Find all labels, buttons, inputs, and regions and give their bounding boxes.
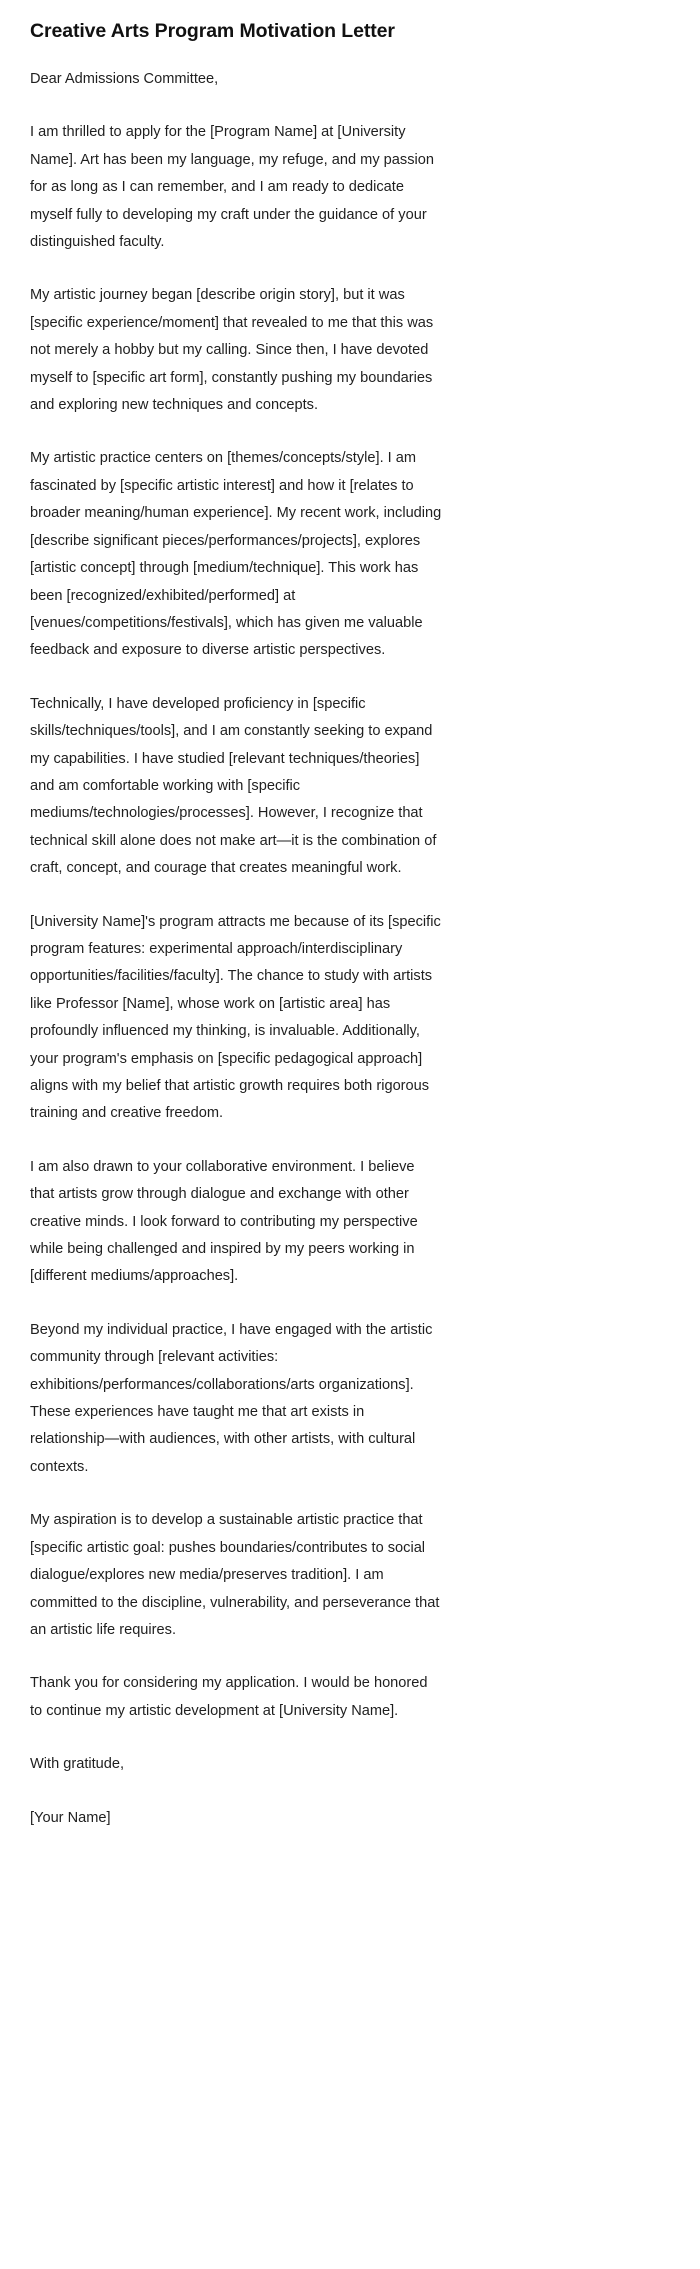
paragraph-program-fit: [University Name]'s program attracts me because of its [specific program features: experimental approach/interdisciplinary opportunities/facilities/faculty]. The chance to study with artists like Professor [Name], whose work on [artistic area] has profoundly influenced my thinking, is invaluable. Additionally, your program's emphasis on [specific pedagogical approach] aligns with my belief that artistic growth requires both rigorous training and creative freedom. (30, 913, 441, 1122)
paragraph-aspiration: My aspiration is to develop a sustainable artistic practice that [specific artistic goal: pushes boundaries/contributes to social dialogue/explores new media/preserves tradition]. I am committed to the discipline, vulnerability, and perseverance that an artistic life requires. (30, 1512, 440, 1638)
paragraph-artistic-practice: My artistic practice centers on [themes/concepts/style]. I am fascinated by [specific artistic interest] and how it [relates to broader meaning/human experience]. My recent work, including [describe significant pieces/performances/projects], explores [artistic concept] through [medium/technique]. This work has been [recognized/exhibited/performed] at [venues/competitions/festivals], which has given me valuable feedback and exposure to diverse artistic perspectives. (30, 450, 442, 659)
paragraph-closing-thanks: Thank you for considering my application. I would be honored to continue my artistic development at [University Name]. (30, 1675, 428, 1719)
page-title: Creative Arts Program Motivation Letter (30, 20, 395, 42)
salutation-paragraph: Dear Admissions Committee, (30, 71, 219, 87)
signature-name: [Your Name] (30, 1809, 111, 1826)
paragraph-collaborative-environment: I am also drawn to your collaborative environment. I believe that artists grow through dialogue and exchange with other creative minds. I look forward to contributing my perspective while being challenged and inspired by my peers working in [different mediums/approaches]. (30, 1158, 418, 1285)
paragraph-artistic-journey: My artistic journey began [describe origin story], but it was [specific experience/moment] that revealed to me that this was not merely a hobby but my calling. Since then, I have devoted myself to [specific art form], constantly pushing my boundaries and exploring new techniques and concepts. (30, 287, 434, 414)
sign-off: With gratitude, (30, 1756, 125, 1773)
paragraph-community-engagement: Beyond my individual practice, I have engaged with the artistic community through [relevant activities: exhibitions/performances/collaborations/arts organizations]. These experiences have taught me that art exists in relationship—with audiences, with other artists, with cultural contexts. (30, 1321, 433, 1475)
letter-body (30, 18, 442, 1832)
paragraph-technical-skills: Technically, I have developed proficiency in [specific skills/techniques/tools], and I am constantly seeking to expand my capabilities. I have studied [relevant techniques/theories] and am comfortable working with [specific mediums/technologies/processes]. However, I recognize that technical skill alone does not make art—it is the combination of craft, concept, and courage that creates meaningful work. (30, 695, 437, 877)
paragraph-intro: I am thrilled to apply for the [Program Name] at [University Name]. Art has been my language, my refuge, and my passion for as long as I can remember, and I am ready to dedicate myself fully to developing my craft under the guidance of your distinguished faculty. (30, 124, 434, 251)
